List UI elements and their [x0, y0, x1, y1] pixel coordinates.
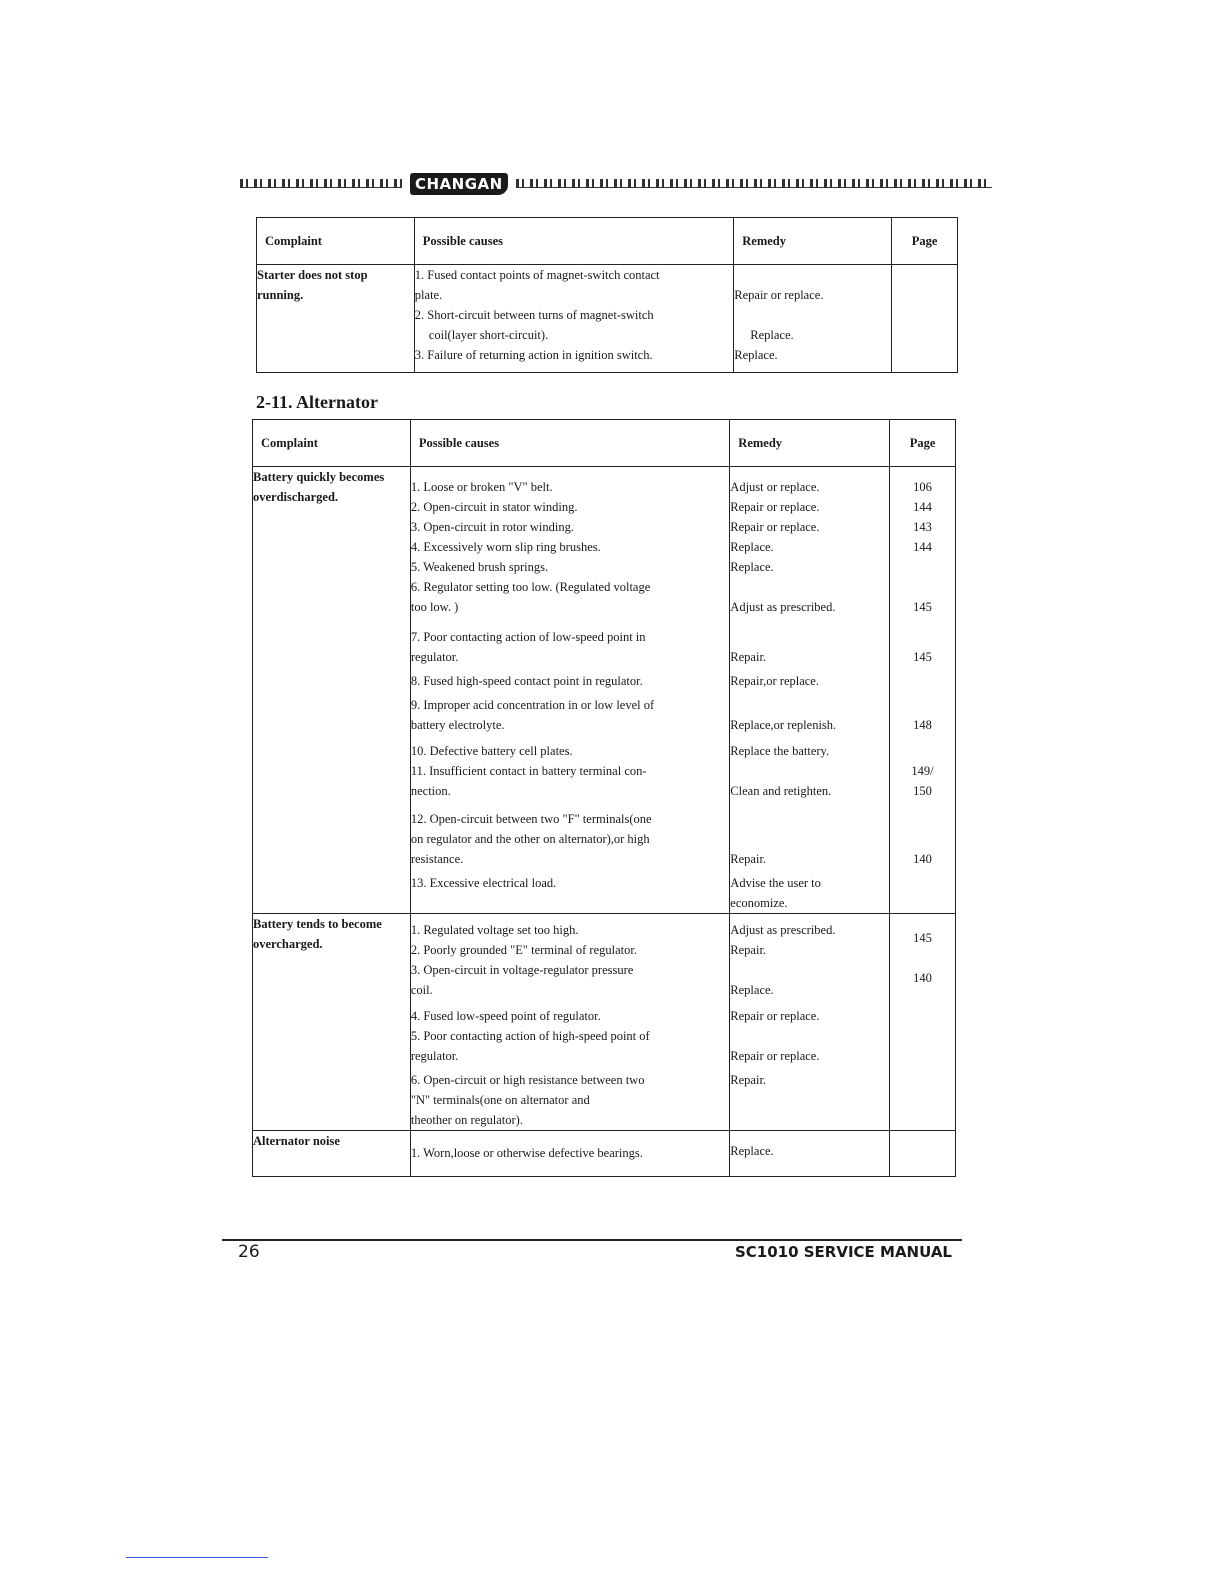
remedy-line: Repair.: [730, 943, 767, 957]
cause-line: 1. Worn,loose or otherwise defective bearings.: [410, 1146, 643, 1160]
cause-line: theother on regulator).: [410, 1113, 523, 1127]
cause-line: 3. Open-circuit in rotor winding.: [410, 520, 575, 534]
remedy-line: Repair.: [730, 852, 767, 866]
complaint-cell: Alternator noise: [253, 1131, 411, 1177]
page-cell: [890, 1131, 956, 1177]
cause-line: 6. Regulator setting too low. (Regulated voltage: [410, 580, 651, 594]
causes-cell: [410, 914, 729, 1131]
cause-line: coil.: [410, 983, 433, 997]
remedy-cell: [734, 265, 892, 373]
complaint-cell: Battery quickly becomes overdischarged.: [253, 467, 411, 914]
table-header-row: [253, 420, 956, 467]
cause-line: "N" terminals(one on alternator and: [410, 1093, 590, 1107]
page-ref: 148: [913, 718, 932, 732]
cause-line: 11. Insufficient contact in battery terminal con-: [410, 764, 647, 778]
page-ref: 140: [913, 852, 932, 866]
cause-line: 1. Loose or broken "V" belt.: [410, 480, 553, 494]
page-ref: 144: [913, 540, 932, 554]
page-ref: 145: [913, 650, 932, 664]
remedy-line: [730, 829, 889, 849]
page-ref: 106: [913, 480, 932, 494]
page-ref: [890, 695, 955, 715]
page-ref: 143: [913, 520, 932, 534]
remedy-line: Repair or replace.: [730, 500, 820, 514]
cause-line: 3. Failure of returning action in ignition switch.: [414, 348, 653, 362]
alternator-troubleshooting-table: [252, 419, 956, 1177]
page-cell: [892, 265, 958, 373]
page-ref: [890, 627, 955, 647]
starter-troubleshooting-table: [256, 217, 958, 373]
complaint-cell: Battery tends to become overcharged.: [253, 914, 411, 1131]
header-complaint: Complaint: [253, 420, 411, 467]
header-page: Page: [890, 420, 956, 467]
remedy-line: Adjust as prescribed.: [730, 923, 836, 937]
page-ref: [890, 557, 955, 577]
table-row: [253, 914, 956, 1131]
remedy-line: Repair or replace.: [730, 1049, 820, 1063]
remedy-line: [730, 695, 889, 715]
page-ref: [890, 671, 955, 691]
remedy-line: [730, 809, 889, 829]
remedy-line: [730, 1026, 889, 1046]
remedy-line: Replace.: [750, 328, 794, 342]
remedy-line: Repair or replace.: [730, 1009, 820, 1023]
header-page: Page: [892, 218, 958, 265]
cause-line: 1. Regulated voltage set too high.: [410, 923, 579, 937]
ornament-border-right: [516, 179, 992, 188]
causes-cell: [410, 1131, 729, 1177]
page-ref: 150: [913, 784, 932, 798]
causes-cell: [410, 467, 729, 914]
header-possible-causes: Possible causes: [414, 218, 733, 265]
table-row: [253, 467, 956, 914]
cause-line: resistance.: [410, 852, 464, 866]
page-ref: 144: [913, 500, 932, 514]
cause-line: 8. Fused high-speed contact point in regulator.: [410, 674, 643, 688]
page-number: 26: [238, 1242, 260, 1262]
cause-line: battery electrolyte.: [410, 718, 505, 732]
header-remedy: Remedy: [730, 420, 890, 467]
footer-rule: [222, 1239, 962, 1241]
remedy-line: Replace.: [730, 983, 774, 997]
cause-line: 13. Excessive electrical load.: [410, 876, 557, 890]
remedy-line: [730, 960, 889, 980]
remedy-line: Repair or replace.: [734, 288, 824, 302]
cause-line: 5. Weakened brush springs.: [410, 560, 549, 574]
remedy-line: Adjust as prescribed.: [730, 600, 836, 614]
cause-line: 10. Defective battery cell plates.: [410, 744, 573, 758]
table-row: [253, 1131, 956, 1177]
cause-line: 2. Poorly grounded "E" terminal of regulator.: [410, 943, 637, 957]
remedy-line: Replace.: [730, 540, 774, 554]
remedy-line: Replace.: [730, 1144, 774, 1158]
page-ref: [890, 577, 955, 597]
cause-line: regulator.: [410, 1049, 459, 1063]
cause-line: 5. Poor contacting action of high-speed point of: [410, 1029, 650, 1043]
remedy-line: Repair,or replace.: [730, 674, 819, 688]
causes-cell: [414, 265, 733, 373]
page-ref: [890, 829, 955, 849]
page-ref: 145: [913, 600, 932, 614]
remedy-line: [734, 305, 891, 325]
remedy-line: Replace.: [730, 560, 774, 574]
remedy-line: Adjust or replace.: [730, 480, 820, 494]
cause-line: 4. Excessively worn slip ring brushes.: [410, 540, 601, 554]
header-possible-causes: Possible causes: [410, 420, 729, 467]
page-ref: 145: [913, 931, 932, 945]
remedy-line: Repair.: [730, 650, 767, 664]
page-ref: [890, 741, 955, 761]
cause-line: too low. ): [410, 600, 459, 614]
cause-line: regulator.: [410, 650, 459, 664]
section-title: 2-11. Alternator: [256, 392, 378, 412]
cause-line: 9. Improper acid concentration in or low level of: [410, 698, 655, 712]
remedy-line: [730, 761, 889, 781]
remedy-line: economize.: [730, 896, 788, 910]
header-remedy: Remedy: [734, 218, 892, 265]
remedy-line: Repair.: [730, 1073, 767, 1087]
cause-line: 2. Open-circuit in stator winding.: [410, 500, 578, 514]
remedy-cell: [730, 914, 890, 1131]
remedy-cell: [730, 467, 890, 914]
page-cell: [890, 467, 956, 914]
cause-line: 2. Short-circuit between turns of magnet-switch: [414, 308, 654, 322]
cause-line: coil(layer short-circuit).: [428, 328, 549, 342]
manual-title: SC1010 SERVICE MANUAL: [734, 1243, 952, 1261]
remedy-line: Replace.: [734, 348, 778, 362]
header-ornament: [240, 173, 992, 195]
page-ref: 140: [913, 971, 932, 985]
cause-line: nection.: [410, 784, 451, 798]
cause-line: 4. Fused low-speed point of regulator.: [410, 1009, 601, 1023]
remedy-line: [734, 265, 891, 285]
remedy-line: [730, 627, 889, 647]
cause-line: plate.: [414, 288, 443, 302]
page-ref: [890, 809, 955, 829]
remedy-line: Replace the battery.: [730, 744, 830, 758]
cause-line: 12. Open-circuit between two "F" terminals(one: [410, 812, 652, 826]
table-row: [257, 265, 958, 373]
cause-line: 7. Poor contacting action of low-speed point in: [410, 630, 646, 644]
page-cell: [890, 914, 956, 1131]
page-ref: [890, 948, 955, 968]
cause-line: on regulator and the other on alternator),or high: [410, 832, 650, 846]
remedy-line: Repair or replace.: [730, 520, 820, 534]
brand-logo: CHANGAN: [410, 173, 508, 195]
remedy-line: Replace,or replenish.: [730, 718, 837, 732]
remedy-line: Clean and retighten.: [730, 784, 832, 798]
table-header-row: [257, 218, 958, 265]
complaint-cell: Starter does not stop running.: [257, 265, 415, 373]
page-ref: 149/: [911, 764, 934, 778]
cause-line: 1. Fused contact points of magnet-switch contact: [414, 268, 660, 282]
remedy-line: [730, 577, 889, 597]
remedy-line: Advise the user to: [730, 876, 821, 890]
link-underline[interactable]: [126, 1557, 268, 1558]
cause-line: 3. Open-circuit in voltage-regulator pressure: [410, 963, 634, 977]
ornament-border-left: [240, 179, 402, 188]
header-complaint: Complaint: [257, 218, 415, 265]
cause-line: 6. Open-circuit or high resistance between two: [410, 1073, 645, 1087]
remedy-cell: [730, 1131, 890, 1177]
